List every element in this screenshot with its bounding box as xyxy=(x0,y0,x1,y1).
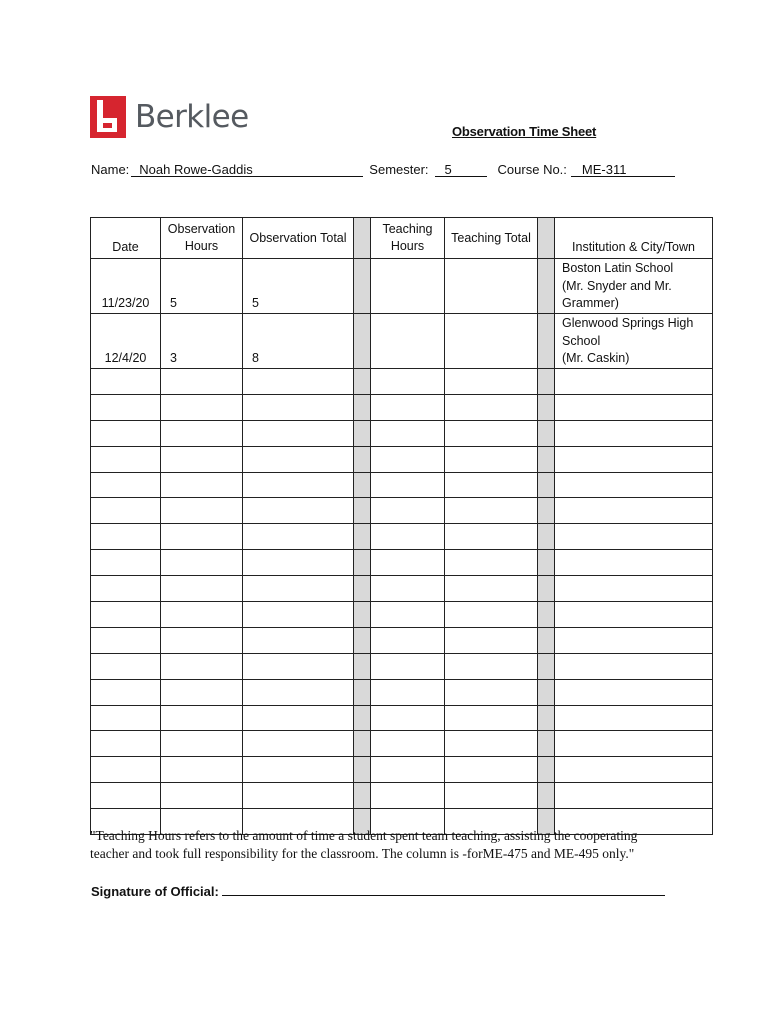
cell-institution[interactable] xyxy=(555,314,713,369)
cell-observation-hours[interactable] xyxy=(161,524,243,550)
divider-cell xyxy=(538,576,555,602)
divider-cell xyxy=(354,705,371,731)
table-row xyxy=(91,731,713,757)
cell-institution[interactable] xyxy=(555,498,713,524)
divider-cell xyxy=(354,576,371,602)
cell-observation-total[interactable] xyxy=(243,446,354,472)
cell-observation-hours[interactable] xyxy=(161,498,243,524)
berklee-logo xyxy=(90,96,249,138)
table-row xyxy=(91,627,713,653)
cell-observation-hours[interactable] xyxy=(161,550,243,576)
cell-observation-hours[interactable]: 3 xyxy=(161,314,243,369)
divider-cell xyxy=(354,679,371,705)
cell-teaching-total[interactable] xyxy=(445,731,538,757)
institution-line: Grammer) xyxy=(562,296,619,310)
name-label: Name: xyxy=(91,162,130,177)
cell-observation-total[interactable] xyxy=(243,576,354,602)
cell-date[interactable]: 12/4/20 xyxy=(91,314,161,369)
cell-teaching-total[interactable] xyxy=(445,679,538,705)
cell-date[interactable] xyxy=(91,420,161,446)
signature-field[interactable] xyxy=(222,881,665,896)
table-row xyxy=(91,524,713,550)
divider-cell xyxy=(538,314,555,369)
divider-cell xyxy=(354,602,371,628)
cell-teaching-hours[interactable] xyxy=(371,731,445,757)
divider-cell xyxy=(354,653,371,679)
cell-observation-hours[interactable] xyxy=(161,472,243,498)
name-field: Noah Rowe-Gaddis xyxy=(131,162,363,177)
cell-teaching-hours[interactable] xyxy=(371,314,445,369)
header-observation-hours: Observation Hours xyxy=(161,218,243,259)
divider-cell xyxy=(538,394,555,420)
divider-cell xyxy=(354,420,371,446)
divider-cell xyxy=(354,472,371,498)
divider-cell xyxy=(354,731,371,757)
cell-teaching-hours[interactable] xyxy=(371,369,445,395)
divider-cell xyxy=(538,679,555,705)
cell-teaching-hours[interactable] xyxy=(371,394,445,420)
cell-date[interactable] xyxy=(91,679,161,705)
table-row xyxy=(91,498,713,524)
cell-observation-total[interactable] xyxy=(243,524,354,550)
divider-cell xyxy=(538,705,555,731)
observation-table xyxy=(90,217,713,835)
cell-observation-total[interactable] xyxy=(243,602,354,628)
cell-observation-total[interactable] xyxy=(243,679,354,705)
cell-observation-hours[interactable] xyxy=(161,394,243,420)
cell-date[interactable] xyxy=(91,602,161,628)
cell-teaching-total[interactable] xyxy=(445,314,538,369)
cell-teaching-total[interactable] xyxy=(445,627,538,653)
cell-teaching-total[interactable] xyxy=(445,259,538,314)
header-institution: Institution & City/Town xyxy=(555,218,713,259)
table-row xyxy=(91,757,713,783)
cell-teaching-hours[interactable] xyxy=(371,679,445,705)
cell-observation-total[interactable] xyxy=(243,757,354,783)
divider-cell xyxy=(538,783,555,809)
cell-date[interactable] xyxy=(91,472,161,498)
cell-teaching-total[interactable] xyxy=(445,550,538,576)
divider-cell xyxy=(354,259,371,314)
divider-cell xyxy=(354,627,371,653)
divider-cell xyxy=(538,627,555,653)
cell-observation-hours[interactable] xyxy=(161,679,243,705)
divider-cell xyxy=(354,394,371,420)
cell-teaching-hours[interactable] xyxy=(371,498,445,524)
divider-cell xyxy=(538,472,555,498)
table-row xyxy=(91,783,713,809)
divider-cell xyxy=(538,498,555,524)
divider-cell xyxy=(538,524,555,550)
cell-observation-hours[interactable] xyxy=(161,420,243,446)
table-row xyxy=(91,472,713,498)
cell-teaching-total[interactable] xyxy=(445,420,538,446)
semester-field: 5 xyxy=(435,162,487,177)
page-title: Observation Time Sheet xyxy=(452,124,597,139)
table-row xyxy=(91,705,713,731)
divider-cell xyxy=(354,369,371,395)
divider-cell xyxy=(354,314,371,369)
cell-teaching-total[interactable] xyxy=(445,705,538,731)
semester-label: Semester: xyxy=(369,162,429,177)
logo-wordmark: Berklee xyxy=(135,99,249,135)
cell-observation-hours[interactable] xyxy=(161,731,243,757)
divider-cell xyxy=(354,783,371,809)
cell-teaching-total[interactable] xyxy=(445,394,538,420)
berklee-logo-icon xyxy=(90,96,126,138)
table-row xyxy=(91,314,713,369)
divider-cell xyxy=(538,602,555,628)
cell-institution[interactable] xyxy=(555,420,713,446)
header-teaching-hours: Teaching Hours xyxy=(371,218,445,259)
cell-teaching-hours[interactable] xyxy=(371,420,445,446)
cell-teaching-total[interactable] xyxy=(445,472,538,498)
divider-cell xyxy=(538,446,555,472)
cell-observation-total[interactable] xyxy=(243,550,354,576)
cell-date[interactable] xyxy=(91,757,161,783)
institution-line: Boston Latin School xyxy=(562,261,674,275)
cell-teaching-total[interactable] xyxy=(445,369,538,395)
signature-label: Signature of Official: xyxy=(91,884,219,899)
table-row xyxy=(91,369,713,395)
cell-teaching-total[interactable] xyxy=(445,498,538,524)
cell-teaching-total[interactable] xyxy=(445,446,538,472)
cell-observation-total[interactable]: 8 xyxy=(243,314,354,369)
cell-observation-total[interactable] xyxy=(243,731,354,757)
cell-date[interactable] xyxy=(91,446,161,472)
cell-date[interactable] xyxy=(91,627,161,653)
cell-teaching-hours[interactable] xyxy=(371,524,445,550)
cell-observation-total[interactable] xyxy=(243,653,354,679)
cell-institution[interactable] xyxy=(555,369,713,395)
cell-date[interactable] xyxy=(91,369,161,395)
cell-observation-hours[interactable] xyxy=(161,627,243,653)
divider-cell xyxy=(354,550,371,576)
table-row xyxy=(91,394,713,420)
cell-observation-total[interactable] xyxy=(243,783,354,809)
cell-teaching-total[interactable] xyxy=(445,757,538,783)
course-field: ME-311 xyxy=(571,162,675,177)
divider-cell xyxy=(538,653,555,679)
cell-observation-hours[interactable] xyxy=(161,705,243,731)
cell-teaching-hours[interactable] xyxy=(371,602,445,628)
cell-date[interactable] xyxy=(91,498,161,524)
cell-date[interactable] xyxy=(91,576,161,602)
cell-teaching-total[interactable] xyxy=(445,783,538,809)
divider-cell xyxy=(354,498,371,524)
course-label: Course No.: xyxy=(497,162,567,177)
student-info-line xyxy=(91,162,675,177)
cell-date[interactable] xyxy=(91,731,161,757)
cell-teaching-total[interactable] xyxy=(445,576,538,602)
cell-teaching-hours[interactable] xyxy=(371,576,445,602)
footnote: "Teaching Hours refers to the amount of time a student spent team teaching, assisting the cooperating teacher and took full responsibility for the classroom. The column is -forME-475 and ME-495 only." xyxy=(90,828,638,861)
cell-teaching-hours[interactable] xyxy=(371,783,445,809)
cell-observation-total[interactable] xyxy=(243,627,354,653)
cell-institution[interactable] xyxy=(555,576,713,602)
cell-date[interactable] xyxy=(91,783,161,809)
table-header-row xyxy=(91,218,713,259)
cell-institution[interactable] xyxy=(555,757,713,783)
divider-cell xyxy=(538,757,555,783)
table-row xyxy=(91,602,713,628)
divider-cell xyxy=(538,369,555,395)
cell-institution[interactable] xyxy=(555,627,713,653)
cell-institution[interactable] xyxy=(555,653,713,679)
cell-teaching-hours[interactable] xyxy=(371,550,445,576)
divider-cell xyxy=(538,731,555,757)
table-row xyxy=(91,550,713,576)
divider-cell xyxy=(354,524,371,550)
cell-teaching-hours[interactable] xyxy=(371,757,445,783)
cell-teaching-hours[interactable] xyxy=(371,472,445,498)
cell-observation-hours[interactable] xyxy=(161,653,243,679)
cell-institution[interactable] xyxy=(555,550,713,576)
cell-observation-total[interactable]: 5 xyxy=(243,259,354,314)
header-observation-total: Observation Total xyxy=(243,218,354,259)
table-row xyxy=(91,653,713,679)
divider-cell xyxy=(538,550,555,576)
cell-teaching-hours[interactable] xyxy=(371,653,445,679)
cell-observation-total[interactable] xyxy=(243,369,354,395)
cell-observation-hours[interactable] xyxy=(161,783,243,809)
cell-institution[interactable] xyxy=(555,524,713,550)
cell-date[interactable] xyxy=(91,524,161,550)
divider-cell xyxy=(538,259,555,314)
institution-line: (Mr. Caskin) xyxy=(562,351,630,365)
cell-institution[interactable] xyxy=(555,705,713,731)
table-row xyxy=(91,259,713,314)
table-row xyxy=(91,420,713,446)
signature-line xyxy=(91,881,665,899)
cell-teaching-hours[interactable] xyxy=(371,259,445,314)
divider-cell xyxy=(538,420,555,446)
institution-line: Glenwood Springs High xyxy=(562,316,694,330)
cell-teaching-hours[interactable] xyxy=(371,627,445,653)
cell-observation-hours[interactable] xyxy=(161,369,243,395)
cell-date[interactable] xyxy=(91,550,161,576)
cell-institution[interactable] xyxy=(555,679,713,705)
divider-cell xyxy=(354,757,371,783)
cell-teaching-total[interactable] xyxy=(445,602,538,628)
divider-cell xyxy=(354,218,371,259)
cell-observation-hours[interactable] xyxy=(161,446,243,472)
cell-institution[interactable] xyxy=(555,394,713,420)
institution-line: School xyxy=(562,333,601,348)
cell-observation-total[interactable] xyxy=(243,472,354,498)
divider-cell xyxy=(354,446,371,472)
table-row xyxy=(91,576,713,602)
cell-observation-total[interactable] xyxy=(243,498,354,524)
cell-institution[interactable] xyxy=(555,731,713,757)
cell-observation-hours[interactable] xyxy=(161,757,243,783)
cell-institution[interactable] xyxy=(555,259,713,314)
cell-observation-total[interactable] xyxy=(243,394,354,420)
cell-date[interactable] xyxy=(91,653,161,679)
cell-institution[interactable] xyxy=(555,472,713,498)
cell-institution[interactable] xyxy=(555,446,713,472)
cell-observation-hours[interactable]: 5 xyxy=(161,259,243,314)
divider-cell xyxy=(538,218,555,259)
cell-observation-total[interactable] xyxy=(243,705,354,731)
cell-observation-hours[interactable] xyxy=(161,602,243,628)
cell-date[interactable] xyxy=(91,394,161,420)
table-row xyxy=(91,446,713,472)
cell-date[interactable] xyxy=(91,705,161,731)
cell-institution[interactable] xyxy=(555,783,713,809)
cell-teaching-hours[interactable] xyxy=(371,446,445,472)
cell-date[interactable]: 11/23/20 xyxy=(91,259,161,314)
header-date: Date xyxy=(91,218,161,259)
cell-teaching-hours[interactable] xyxy=(371,705,445,731)
institution-line: (Mr. Snyder and Mr. xyxy=(562,278,672,293)
table-row xyxy=(91,679,713,705)
cell-observation-hours[interactable] xyxy=(161,576,243,602)
cell-observation-total[interactable] xyxy=(243,420,354,446)
cell-teaching-total[interactable] xyxy=(445,653,538,679)
cell-institution[interactable] xyxy=(555,602,713,628)
header-teaching-total: Teaching Total xyxy=(445,218,538,259)
cell-teaching-total[interactable] xyxy=(445,524,538,550)
